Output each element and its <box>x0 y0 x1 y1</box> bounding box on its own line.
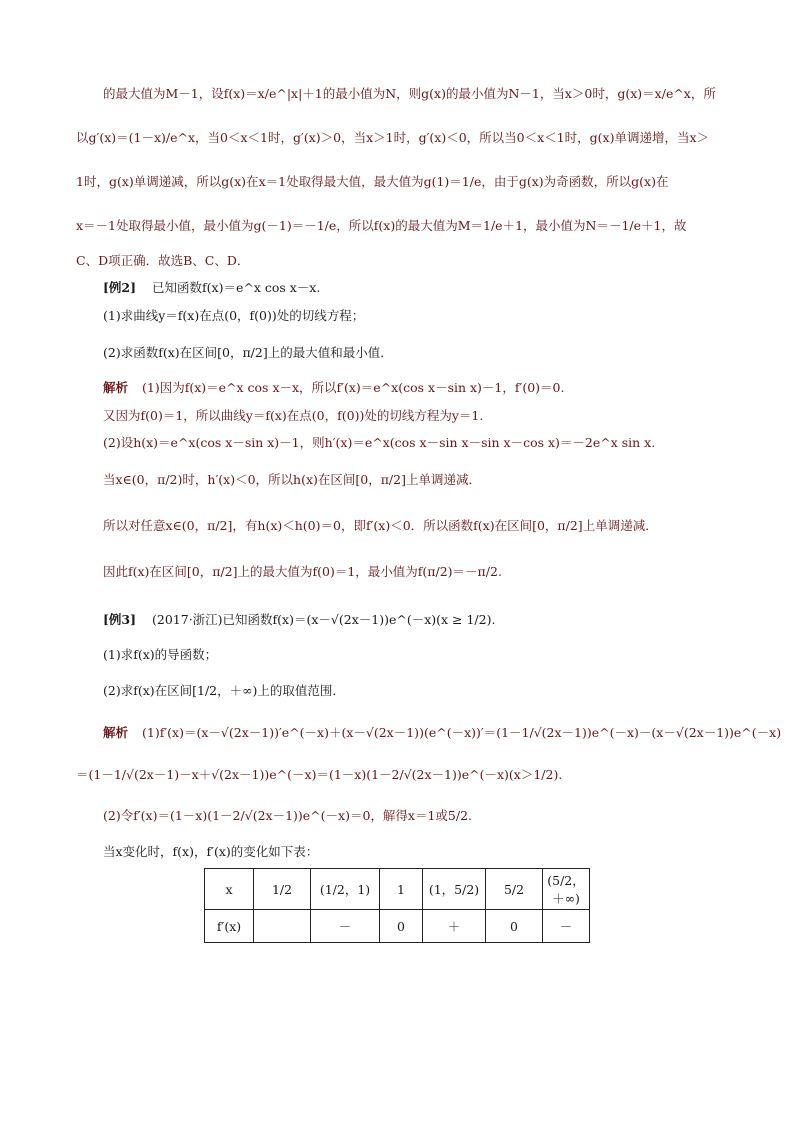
table-cell: x <box>205 869 254 910</box>
table-cell <box>254 910 311 943</box>
table-cell: 1 <box>380 869 423 910</box>
example3-table-intro: 当x变化时，f(x)，f′(x)的变化如下表： <box>103 844 319 859</box>
example2-header <box>103 278 320 298</box>
example2-solution-6: 因此f(x)在区间[0，π/2]上的最大值为f(0)＝1，最小值为f(π/2)＝－π/2. <box>103 564 502 579</box>
example2-label: [例2] <box>103 280 137 295</box>
example3-q2: (2)求f(x)在区间[1/2，＋∞)上的取值范围． <box>103 683 345 698</box>
example2-statement: 已知函数f(x)＝e^x cos x－x. <box>152 280 321 295</box>
table-cell: － <box>311 910 380 943</box>
example3-solution-label: 解析 <box>103 725 129 740</box>
example2-solution-3: (2)设h(x)＝e^x(cos x－sin x)－1，则h′(x)＝e^x(cos x－sin x－sin x－cos x)＝－2e^x sin x. <box>103 435 656 450</box>
table-row <box>205 910 590 943</box>
example2-solution-5: 所以对任意x∈(0，π/2]，有h(x)＜h(0)＝0，即f′(x)＜0．所以函数f(x)在区间[0，π/2]上单调递减． <box>103 518 658 533</box>
table-cell: f′(x) <box>205 910 254 943</box>
table-cell: (1，5/2) <box>423 869 486 910</box>
example3-label: [例3] <box>103 612 137 627</box>
table-cell: － <box>543 910 590 943</box>
table-cell: 0 <box>380 910 423 943</box>
body-line-3: 1时，g(x)单调递减，所以g(x)在x＝1处取得最大值，最大值为g(1)＝1/e，由于g(x)为奇函数，所以g(x)在 <box>76 174 669 189</box>
table-row <box>205 869 590 910</box>
example2-solution-label: 解析 <box>103 380 129 395</box>
variation-table <box>204 868 590 943</box>
example2-solution-4: 当x∈(0，π/2)时，h′(x)＜0，所以h(x)在区间[0，π/2]上单调递减． <box>103 472 481 487</box>
body-line-5: C、D项正确．故选B、C、D． <box>76 253 250 268</box>
example2-q1: (1)求曲线y＝f(x)在点(0，f(0))处的切线方程； <box>103 308 365 323</box>
body-line-4: x＝－1处取得最小值，最小值为g(－1)＝－1/e，所以f(x)的最大值为M＝1/e＋1，最小值为N＝－1/e＋1，故 <box>76 218 687 233</box>
table-cell: (5/2，＋∞) <box>543 869 590 910</box>
body-line-2: 以g′(x)＝(1－x)/e^x，当0＜x＜1时，g′(x)＞0，当x＞1时，g′(x)＜0，所以当0＜x＜1时，g(x)单调递增，当x＞ <box>76 130 709 145</box>
example2-solution-1: 解析 (1)因为f(x)＝e^x cos x－x，所以f′(x)＝e^x(cos x－sin x)－1，f′(0)＝0. <box>103 380 565 395</box>
example3-q1: (1)求f(x)的导函数； <box>103 647 218 662</box>
example3-solution-1: 解析 (1)f′(x)＝(x－√(2x－1))′e^(－x)＋(x－√(2x－1))(e^(－x))′＝(1－1/√(2x－1))e^(－x)－(x－√(2x－1))e^(－x) <box>103 725 782 740</box>
example3-header <box>103 610 495 630</box>
body-line-1: 的最大值为M－1，设f(x)＝x/e^|x|＋1的最小值为N，则g(x)的最小值为N－1，当x＞0时，g(x)＝x/e^x，所 <box>103 86 716 101</box>
example3-solution-3: (2)令f′(x)＝(1－x)(1－2/√(2x－1))e^(－x)＝0，解得x＝1或5/2. <box>103 808 472 823</box>
table-cell: 0 <box>486 910 543 943</box>
example3-solution-2: ＝(1－1/√(2x－1)－x＋√(2x－1))e^(－x)＝(1－x)(1－2/√(2x－1))e^(－x)(x＞1/2). <box>76 767 563 782</box>
table-cell: 1/2 <box>254 869 311 910</box>
example3-statement: (2017·浙江)已知函数f(x)＝(x－√(2x－1))e^(－x)(x ≥ 1/2). <box>152 612 496 627</box>
table-cell: (1/2，1) <box>311 869 380 910</box>
example2-q2: (2)求函数f(x)在区间[0，π/2]上的最大值和最小值． <box>103 345 393 360</box>
example2-solution-2: 又因为f(0)＝1，所以曲线y＝f(x)在点(0，f(0))处的切线方程为y＝1. <box>103 408 484 423</box>
table-cell: ＋ <box>423 910 486 943</box>
table-cell: 5/2 <box>486 869 543 910</box>
